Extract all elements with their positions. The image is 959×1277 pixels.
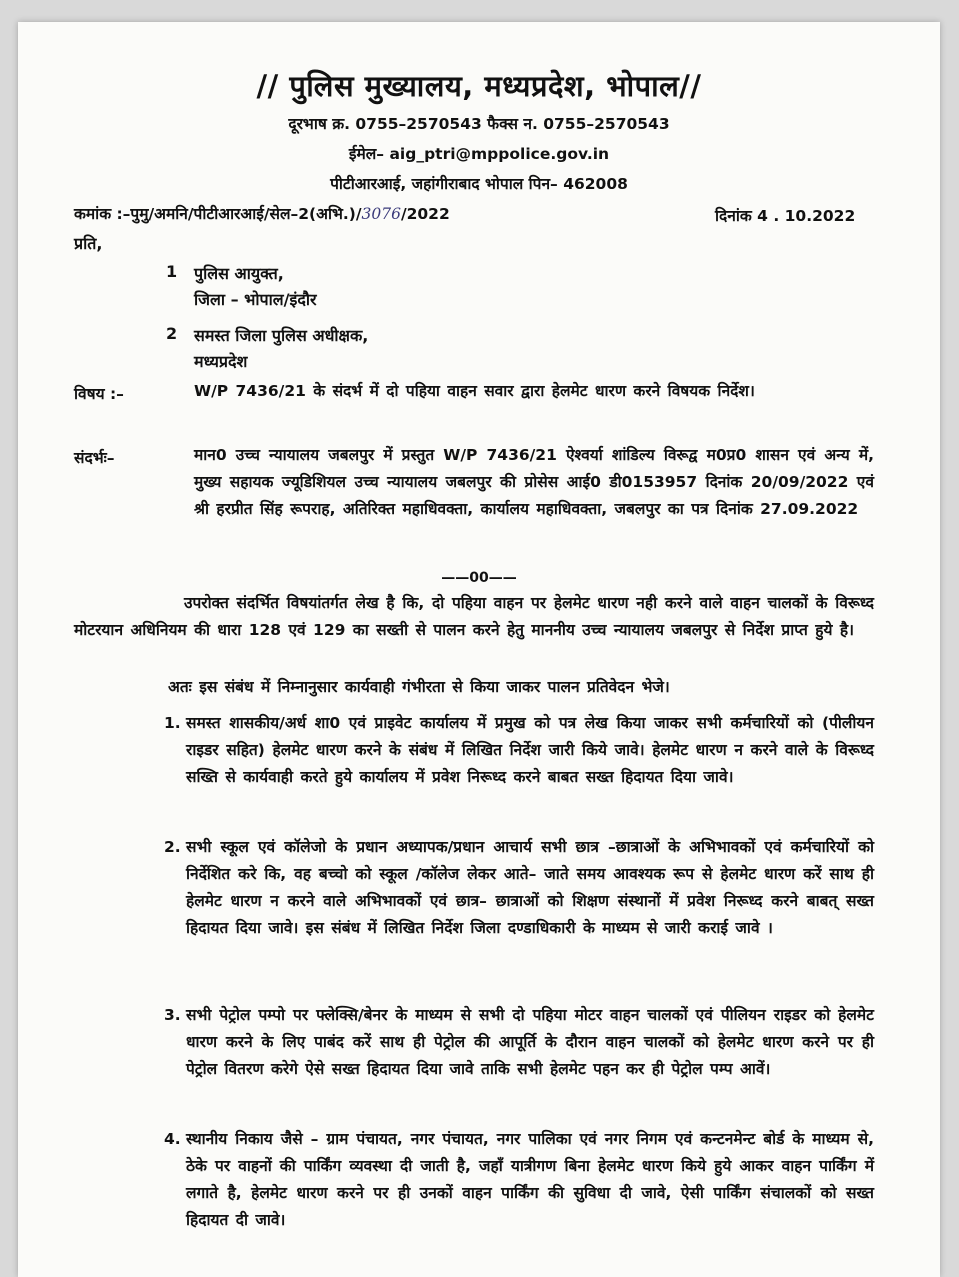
phone-fax-line: दूरभाष क्र. 0755–2570543 फैक्स न. 0755–2570543 <box>288 115 670 133</box>
recipient-2-number: 2 <box>166 324 178 343</box>
separator-mark: ——00—— <box>441 570 517 586</box>
point-1-text: समस्त शासकीय/अर्ध शा0 एवं प्राइवेट कार्यालय में प्रमुख को पत्र लेख किया जाकर सभी कर्मचारियों को (पीलीयन राइडर सहित) हेलमेट धारण करने के संबंध में लिखित निर्देश जारी किये जावे। हेलमेट धारण न करने वाले के विरूध्द सख्ति से कार्यवाही करते हुये कार्यालय में प्रवेश निरूध्द करने बाबत सख्त हिदायत दिया जावे। <box>186 714 874 786</box>
point-2-number: 2. <box>164 838 181 856</box>
letter-page <box>18 22 940 1277</box>
subject-label: विषय :– <box>74 385 124 403</box>
recipient-1-line-2: जिला – भोपाल/इंदौर <box>194 290 317 309</box>
subject-text: W/P 7436/21 के संदर्भ में दो पहिया वाहन सवार द्वारा हेलमेट धारण करने विषयक निर्देश। <box>194 382 755 400</box>
reference-number <box>74 202 450 224</box>
reference-prefix: कमांक :–पुमु/अमनि/पीटीआरआई/सेल–2(अभि.)/ <box>74 205 362 223</box>
recipient-2-line-1: समस्त जिला पुलिस अधीक्षक, <box>194 326 369 345</box>
point-3-number: 3. <box>164 1006 181 1024</box>
point-4-number: 4. <box>164 1130 181 1148</box>
body-paragraph-2: अतः इस संबंध में निम्नानुसार कार्यवाही गंभीरता से किया जाकर पालन प्रतिवेदन भेजे। <box>168 678 670 696</box>
sandarbh-text: मान0 उच्च न्यायालय जबलपुर में प्रस्तुत W/P 7436/21 ऐश्वर्या शांडिल्य विरूद्व म0प्र0 शासन एवं अन्य में, मुख्य सहायक ज्यूडिशियल उच्च न्यायालय जबलपुर की प्रोसेस आई0 डी0153957 दिनांक 20/09/2022 एवं श्री हरप्रीत सिंह रूपराह, अतिरिक्त महाधिवक्ता, कार्यालय महाधिवक्ता, जबलपुर का पत्र दिनांक 27.09.2022 <box>194 446 874 518</box>
reference-handwritten-number: 3076 <box>361 205 401 223</box>
recipient-1-number: 1 <box>166 262 178 281</box>
prati-label: प्रति, <box>74 234 103 253</box>
point-1-number: 1. <box>164 714 181 732</box>
recipient-1-line-1: पुलिस आयुक्त, <box>194 264 284 283</box>
letter-date: दिनांक 4 . 10.2022 <box>715 207 856 225</box>
body-paragraph-1: उपरोक्त संदर्भित विषयांतर्गत लेख है कि, दो पहिया वाहन पर हेलमेट धारण नही करने वाले वाहन चालकों के विरूध्द मोटरयान अधिनियम की धारा 128 एवं 129 का सख्ती से पालन करने हेतु माननीय उच्च न्यायालय जबलपुर से निर्देश प्राप्त हुये है। <box>74 594 874 639</box>
recipient-2-line-2: मध्यप्रदेश <box>194 352 248 371</box>
sandarbh-label: संदर्भः– <box>74 449 115 467</box>
point-2-text: सभी स्कूल एवं कॉलेजो के प्रधान अध्यापक/प्रधान आचार्य सभी छात्र –छात्राओं के अभिभावकों एवं कर्मचारियों को निर्देशित करे कि, वह बच्चो को स्कूल /कॉलेज लेकर आते– जाते समय आवश्यक रूप से हेलमेट धारण करें साथ ही हेलमेट धारण न करने वाले अभिभावकों एवं छात्र– छात्राओं को शिक्षण संस्थानों में प्रवेश निरूध्द करने बाबत् सख्त हिदायत दिया जावे। इस संबंध में लिखित निर्देश जिला दण्डाधिकारी के माध्यम से जारी कराई जावे । <box>186 838 874 937</box>
address-line: पीटीआरआई, जहांगीराबाद भोपाल पिन– 462008 <box>330 175 628 193</box>
email-line: ईमेल– aig_ptri@mppolice.gov.in <box>348 145 610 163</box>
point-3-text: सभी पेट्रोल पम्पो पर फ्लेक्सि/बेनर के माध्यम से सभी दो पहिया मोटर वाहन चालकों एवं पीलियन राइडर को हेलमेट धारण करने के लिए पाबंद करें साथ ही पेट्रोल की आपूर्ति के दौरान वाहन चालकों को हेलमेट धारण करने पर ही पेट्रोल वितरण करेगे ऐसे सख्त हिदायत दिया जावे ताकि सभी हेलमेट पहन कर ही पेट्रोल पम्प आवें। <box>186 1006 874 1078</box>
point-4-text: स्थानीय निकाय जैसे – ग्राम पंचायत, नगर पंचायत, नगर पालिका एवं नगर निगम एवं कन्टनमेन्ट बोर्ड के माध्यम से, ठेके पर वाहनों की पार्किंग व्यवस्था दी जाती है, जहॉं यात्रीगण बिना हेलमेट धारण किये हुये आकर वाहन पार्किंग में लगाते है, हेलमेट धारण करने पर ही उनकों वाहन पार्किंग की सुविधा दी जावे, ऐसी पार्किंग संचालकों को सख्त हिदायत दी जावे। <box>186 1130 874 1229</box>
letter-title: // पुलिस मुख्यालय, मध्यप्रदेश, भोपाल// <box>256 69 702 103</box>
reference-year: /2022 <box>400 205 450 223</box>
